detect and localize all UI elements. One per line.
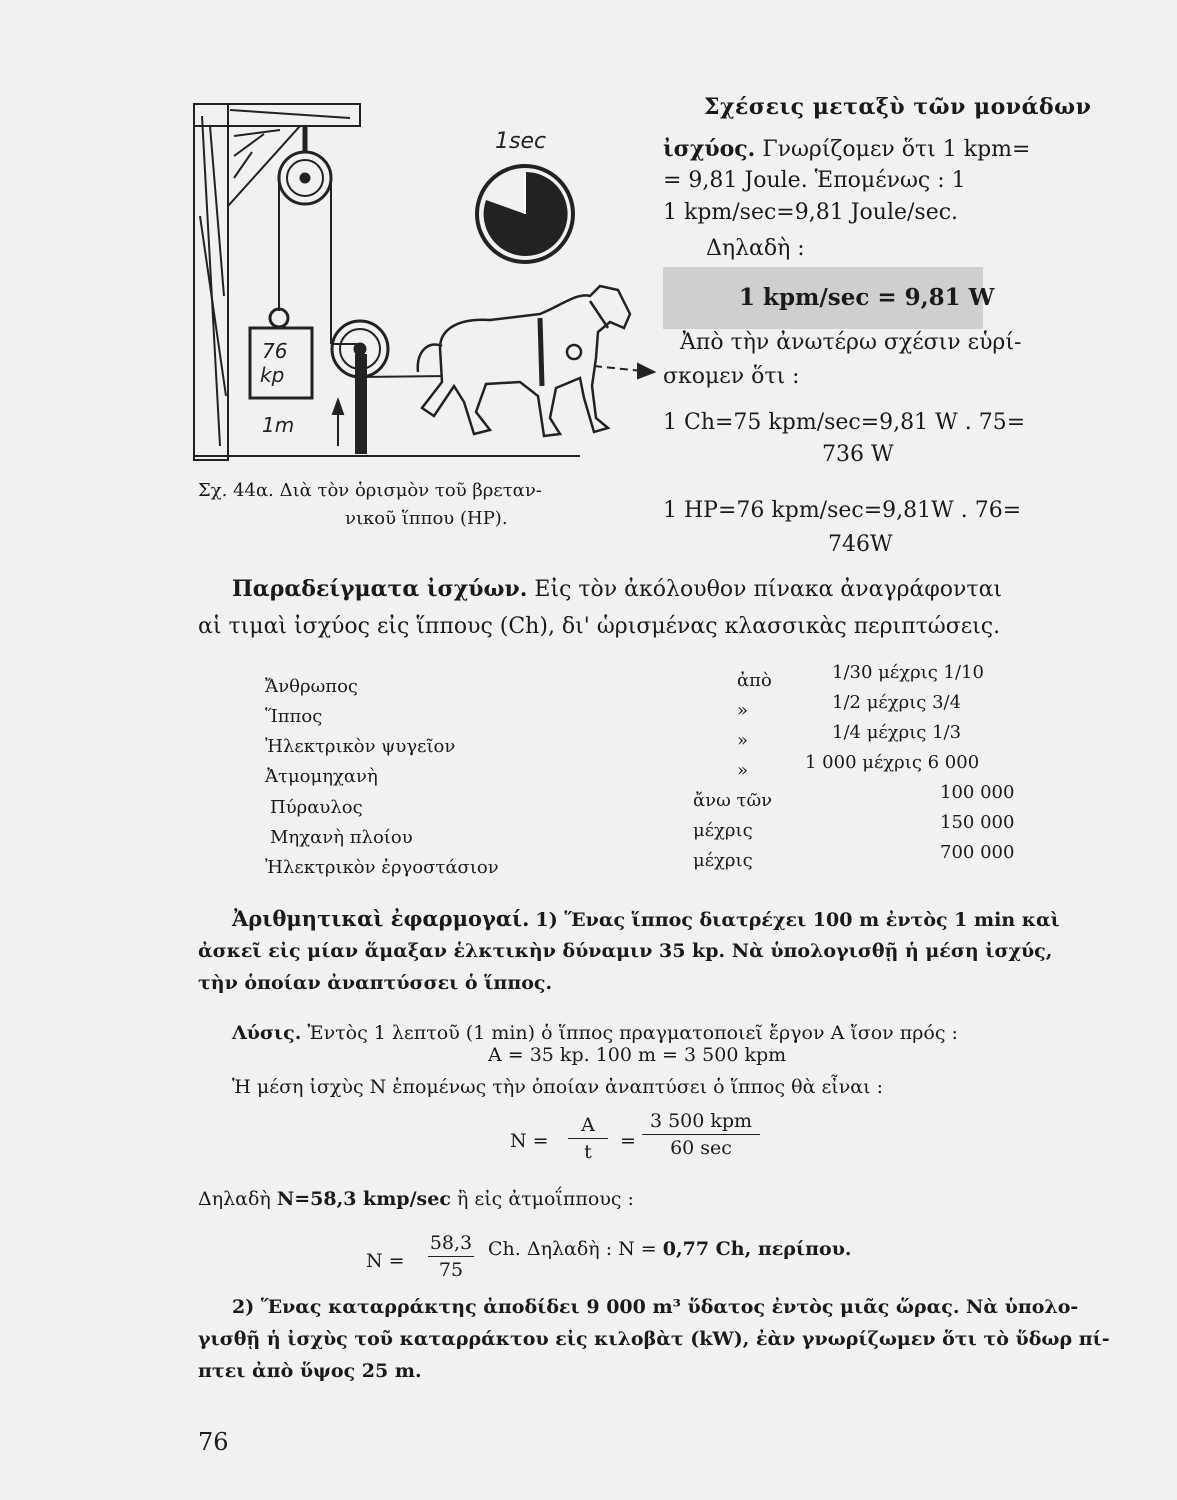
table-row-prefix: »: [737, 700, 749, 721]
solution-line3: [198, 1188, 634, 1211]
table-row-value: 1 000 μέχρις 6 000: [805, 752, 980, 773]
problem1-line2: ἀσκεῖ εἰς μίαν ἅμαξαν ἑλκτικὴν δύναμιν 35 kp. Νὰ ὑπολογισθῇ ἡ μέση ἰσχύς,: [198, 940, 1053, 962]
problem2-line2: γισθῇ ἡ ἰσχὺς τοῦ καταρράκτου εἰς κιλοβὰτ (kW), ἐὰν γνωρίζωμεν ὅτι τὸ ὕδωρ πί-: [198, 1328, 1110, 1350]
eq2-fraction1: [568, 1114, 608, 1163]
table-row-name: Ἠλεκτρικὸν ἐργοστάσιον: [265, 857, 499, 878]
examples-heading: Παραδείγματα ἰσχύων.: [232, 576, 528, 602]
weight-block-icon: [250, 309, 312, 398]
hp-relation-line2: 746W: [828, 532, 893, 557]
table-row-value: 700 000: [940, 842, 1015, 863]
table-row-value: 100 000: [940, 782, 1015, 803]
right-line4: Δηλαδὴ :: [706, 236, 805, 261]
horsepower-illustration: [190, 96, 660, 466]
solution-text1: Ἐντὸς 1 λεπτοῦ (1 min) ὁ ἵππος πραγματοποιεῖ ἔργον A ἴσον πρός :: [307, 1022, 958, 1044]
solution-equation1: A = 35 kp. 100 m = 3 500 kpm: [488, 1044, 787, 1066]
examples-text1: Εἰς τὸν ἀκόλουθον πίνακα ἀναγράφονται: [534, 577, 1003, 602]
horse-icon: [418, 286, 630, 436]
pull-direction-arrow-icon: [594, 364, 654, 378]
right-line1-bold: ἰσχύος.: [663, 136, 756, 162]
eq3-result: 0,77 Ch, περίπου.: [662, 1238, 852, 1260]
ch-relation-line1: 1 Ch=75 kpm/sec=9,81 W . 75=: [663, 410, 1026, 435]
eq3-lhs: N =: [366, 1250, 405, 1272]
table-row-name: Ἀτμομηχανὴ: [265, 766, 378, 787]
right-line1-text: Γνωρίζομεν ὅτι 1 kpm=: [762, 137, 1031, 162]
height-label: 1m: [262, 413, 295, 437]
stopwatch-icon: [477, 166, 573, 262]
eq2-numerator2: 3 500 kpm: [649, 1110, 753, 1132]
table-row-name: Ἠλεκτρικὸν ψυγεῖον: [265, 736, 456, 757]
table-row-name: Μηχανὴ πλοίου: [270, 827, 413, 848]
weight-label-76: 76: [262, 339, 288, 363]
eq3-mid: Ch. Δηλαδὴ : N =: [488, 1238, 657, 1260]
solution-line3-bold: N=58,3 kmp/sec: [276, 1188, 451, 1210]
applications-line1: [232, 906, 1060, 932]
eq2-lhs: N =: [510, 1130, 549, 1152]
table-row-name: Ἄνθρωπος: [265, 676, 358, 697]
hp-relation-line1: 1 HP=76 kpm/sec=9,81W . 76=: [663, 498, 1022, 523]
eq2-numerator1: A: [581, 1114, 595, 1136]
table-row-value: 1/2 μέχρις 3/4: [832, 692, 962, 713]
right-line2: = 9,81 Joule. Ἑπομένως : 1: [663, 168, 966, 193]
table-row-prefix: »: [737, 760, 749, 781]
problem1-line1: 1) Ἕνας ἵππος διατρέχει 100 m ἐντὸς 1 min καὶ: [535, 909, 1060, 931]
ch-relation-line2: 736 W: [822, 442, 894, 467]
weight-label-kp: kp: [260, 363, 285, 387]
table-row-prefix: ἀπὸ: [737, 670, 772, 691]
pulley-horse-figure: [190, 96, 660, 466]
table-row-prefix: »: [737, 730, 749, 751]
right-line5: Ἀπὸ τὴν ἀνωτέρω σχέσιν εὑρί-: [680, 330, 1022, 355]
examples-paragraph-line1: [232, 576, 1002, 603]
table-row-prefix: ἄνω τῶν: [693, 790, 773, 811]
examples-paragraph-line2: αἱ τιμαὶ ἰσχύος εἰς ἵππους (Ch), δι' ὡρισμένας κλασσικὰς περιπτώσεις.: [198, 614, 1001, 639]
figure-caption-line2: νικοῦ ἵππου (HP).: [345, 508, 508, 529]
eq2-denominator1: t: [584, 1141, 592, 1163]
applications-heading: Ἀριθμητικαὶ ἐφαρμογαί.: [232, 906, 530, 931]
eq3-fraction: [428, 1232, 474, 1281]
highlighted-formula: 1 kpm/sec = 9,81 W: [739, 284, 995, 311]
solution-line2: Ἡ μέση ἰσχὺς N ἑπομένως τὴν ὁποίαν ἀναπτύσει ὁ ἵππος θὰ εἶναι :: [232, 1076, 884, 1098]
side-pulley-icon: [332, 321, 450, 454]
table-row-prefix: μέχρις: [693, 820, 753, 841]
problem2-line1: 2) Ἕνας καταρράκτης ἀποδίδει 9 000 m³ ὕδατος ἐντὸς μιᾶς ὥρας. Νὰ ὑπολο-: [232, 1296, 1079, 1318]
problem1-line3: τὴν ὁποίαν ἀναπτύσσει ὁ ἵππος.: [198, 972, 553, 994]
solution-label: Λύσις.: [232, 1022, 302, 1044]
table-row-value: 1/4 μέχρις 1/3: [832, 722, 962, 743]
solution-line3-pre: Δηλαδὴ: [198, 1188, 271, 1210]
highlighted-formula-box: [663, 267, 995, 329]
solution-line3-post: ἢ εἰς ἀτμοΐππους :: [456, 1188, 634, 1210]
right-line3: 1 kpm/sec=9,81 Joule/sec.: [663, 200, 959, 225]
eq3-denominator: 75: [438, 1259, 464, 1281]
up-arrow-icon: [333, 400, 343, 446]
table-row-value: 150 000: [940, 812, 1015, 833]
eq2-equals: =: [620, 1130, 636, 1152]
units-relation-heading: Σχέσεις μεταξὺ τῶν μονάδων: [704, 94, 1092, 120]
eq2-denominator2: 60 sec: [670, 1137, 732, 1159]
eq2-fraction2: [642, 1110, 760, 1159]
table-row-prefix: μέχρις: [693, 850, 753, 871]
figure-caption-line1: Σχ. 44α. Διὰ τὸν ὁρισμὸν τοῦ βρεταν-: [198, 480, 542, 501]
eq3-rest: [488, 1238, 852, 1261]
page-number: 76: [198, 1428, 229, 1456]
right-line6: σκομεν ὅτι :: [663, 364, 800, 389]
problem2-line3: πτει ἀπὸ ὕψος 25 m.: [198, 1360, 422, 1382]
clock-label: 1sec: [495, 129, 547, 154]
eq3-numerator: 58,3: [429, 1232, 473, 1254]
solution-line1: [232, 1022, 958, 1045]
right-line1: [663, 136, 1030, 163]
table-row-name: Ἵππος: [265, 706, 323, 727]
table-row-name: Πύραυλος: [270, 797, 363, 818]
table-row-value: 1/30 μέχρις 1/10: [832, 662, 984, 683]
